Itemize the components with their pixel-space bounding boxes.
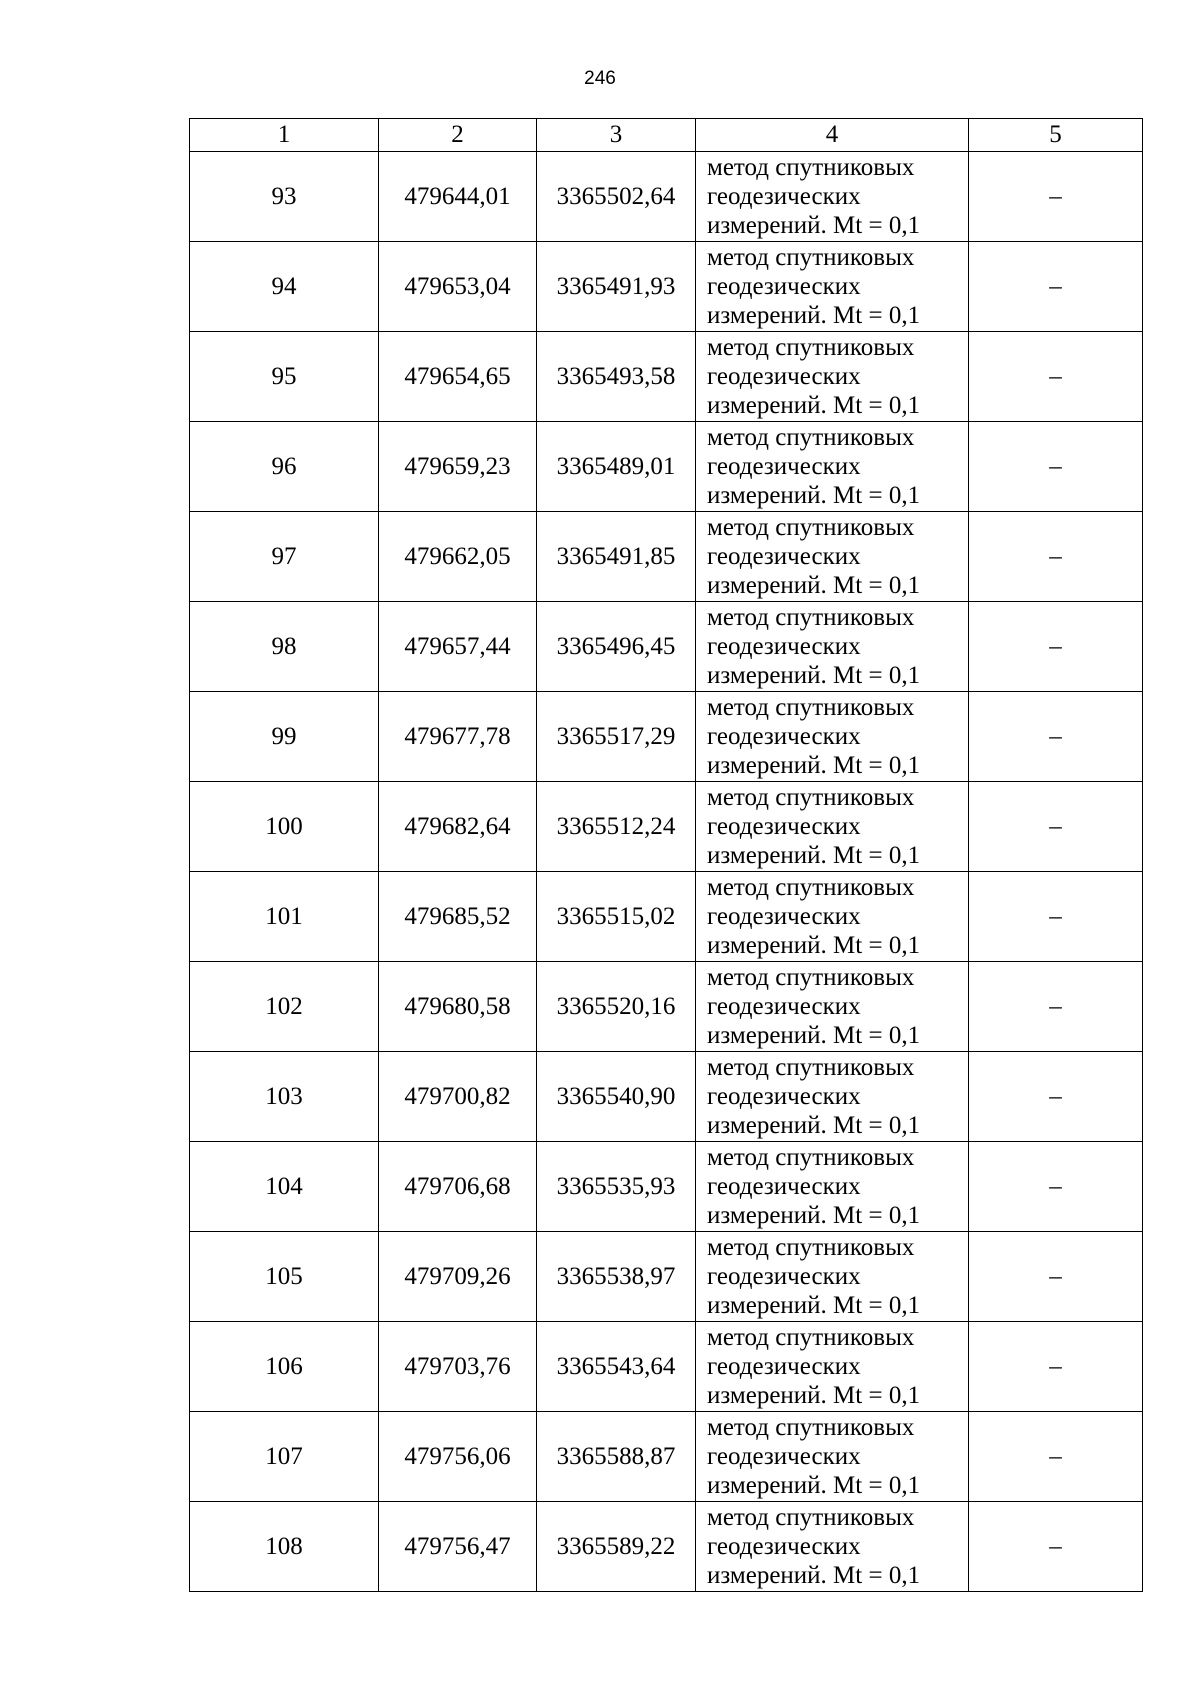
- method-line-1: метод спутниковых: [707, 1054, 915, 1081]
- note-cell: –: [969, 422, 1143, 512]
- method-line-3: измерений. Mt = 0,1: [707, 1562, 921, 1589]
- method-line-2: геодезических: [707, 1443, 861, 1470]
- method-line-3: измерений. Mt = 0,1: [707, 482, 921, 509]
- y-coordinate-cell: 3365496,45: [537, 602, 696, 692]
- column-header-5: 5: [969, 119, 1143, 152]
- y-coordinate-cell: 3365535,93: [537, 1142, 696, 1232]
- note-cell: –: [969, 152, 1143, 242]
- y-coordinate-cell: 3365515,02: [537, 872, 696, 962]
- table-row: [190, 602, 1143, 692]
- method-line-1: метод спутниковых: [707, 964, 915, 991]
- table-row: [190, 1322, 1143, 1412]
- method-line-3: измерений. Mt = 0,1: [707, 392, 921, 419]
- x-coordinate-cell: 479677,78: [379, 692, 537, 782]
- table-row: [190, 1412, 1143, 1502]
- method-line-3: измерений. Mt = 0,1: [707, 212, 921, 239]
- method-line-3: измерений. Mt = 0,1: [707, 842, 921, 869]
- method-line-3: измерений. Mt = 0,1: [707, 302, 921, 329]
- method-line-3: измерений. Mt = 0,1: [707, 1112, 921, 1139]
- method-line-1: метод спутниковых: [707, 514, 915, 541]
- y-coordinate-cell: 3365588,87: [537, 1412, 696, 1502]
- method-line-2: геодезических: [707, 1173, 861, 1200]
- note-cell: –: [969, 332, 1143, 422]
- note-cell: –: [969, 1412, 1143, 1502]
- method-line-2: геодезических: [707, 543, 861, 570]
- column-header-1: 1: [190, 119, 379, 152]
- x-coordinate-cell: 479644,01: [379, 152, 537, 242]
- page-number: 246: [584, 68, 616, 89]
- column-header-4: 4: [696, 119, 969, 152]
- x-coordinate-cell: 479662,05: [379, 512, 537, 602]
- x-coordinate-cell: 479685,52: [379, 872, 537, 962]
- point-number-cell: 101: [190, 872, 379, 962]
- method-cell: [696, 872, 969, 962]
- y-coordinate-cell: 3365512,24: [537, 782, 696, 872]
- x-coordinate-cell: 479657,44: [379, 602, 537, 692]
- table-row: [190, 152, 1143, 242]
- method-line-2: геодезических: [707, 1353, 861, 1380]
- point-number-cell: 99: [190, 692, 379, 782]
- method-line-1: метод спутниковых: [707, 1414, 915, 1441]
- table-row: [190, 332, 1143, 422]
- point-number-cell: 94: [190, 242, 379, 332]
- y-coordinate-cell: 3365589,22: [537, 1502, 696, 1592]
- x-coordinate-cell: 479653,04: [379, 242, 537, 332]
- method-line-1: метод спутниковых: [707, 154, 915, 181]
- table-row: [190, 242, 1143, 332]
- column-header-3: 3: [537, 119, 696, 152]
- method-line-3: измерений. Mt = 0,1: [707, 1202, 921, 1229]
- method-line-2: геодезических: [707, 1263, 861, 1290]
- method-cell: [696, 152, 969, 242]
- method-line-1: метод спутниковых: [707, 1504, 915, 1531]
- table-row: [190, 962, 1143, 1052]
- y-coordinate-cell: 3365538,97: [537, 1232, 696, 1322]
- point-number-cell: 97: [190, 512, 379, 602]
- note-cell: –: [969, 1142, 1143, 1232]
- method-line-1: метод спутниковых: [707, 1324, 915, 1351]
- method-line-2: геодезических: [707, 903, 861, 930]
- method-cell: [696, 602, 969, 692]
- method-line-2: геодезических: [707, 1533, 861, 1560]
- note-cell: –: [969, 602, 1143, 692]
- method-cell: [696, 692, 969, 782]
- method-line-1: метод спутниковых: [707, 694, 915, 721]
- y-coordinate-cell: 3365502,64: [537, 152, 696, 242]
- x-coordinate-cell: 479682,64: [379, 782, 537, 872]
- method-cell: [696, 1412, 969, 1502]
- x-coordinate-cell: 479703,76: [379, 1322, 537, 1412]
- method-line-2: геодезических: [707, 993, 861, 1020]
- point-number-cell: 105: [190, 1232, 379, 1322]
- point-number-cell: 102: [190, 962, 379, 1052]
- method-cell: [696, 1232, 969, 1322]
- note-cell: –: [969, 872, 1143, 962]
- point-number-cell: 104: [190, 1142, 379, 1232]
- method-line-2: геодезических: [707, 813, 861, 840]
- table-row: [190, 1502, 1143, 1592]
- note-cell: –: [969, 1502, 1143, 1592]
- method-line-3: измерений. Mt = 0,1: [707, 1472, 921, 1499]
- x-coordinate-cell: 479680,58: [379, 962, 537, 1052]
- method-line-2: геодезических: [707, 723, 861, 750]
- y-coordinate-cell: 3365491,93: [537, 242, 696, 332]
- method-line-2: геодезических: [707, 633, 861, 660]
- method-cell: [696, 1052, 969, 1142]
- method-cell: [696, 422, 969, 512]
- note-cell: –: [969, 1322, 1143, 1412]
- method-line-2: геодезических: [707, 183, 861, 210]
- table-row: [190, 512, 1143, 602]
- method-line-3: измерений. Mt = 0,1: [707, 1022, 921, 1049]
- method-line-1: метод спутниковых: [707, 874, 915, 901]
- x-coordinate-cell: 479706,68: [379, 1142, 537, 1232]
- method-cell: [696, 1502, 969, 1592]
- method-line-3: измерений. Mt = 0,1: [707, 1382, 921, 1409]
- x-coordinate-cell: 479659,23: [379, 422, 537, 512]
- table-row: [190, 782, 1143, 872]
- method-line-1: метод спутниковых: [707, 784, 915, 811]
- method-cell: [696, 782, 969, 872]
- method-line-1: метод спутниковых: [707, 424, 915, 451]
- method-cell: [696, 1322, 969, 1412]
- note-cell: –: [969, 242, 1143, 332]
- coordinates-table: [189, 118, 1143, 1592]
- method-line-3: измерений. Mt = 0,1: [707, 1292, 921, 1319]
- y-coordinate-cell: 3365540,90: [537, 1052, 696, 1142]
- y-coordinate-cell: 3365520,16: [537, 962, 696, 1052]
- column-header-2: 2: [379, 119, 537, 152]
- method-cell: [696, 242, 969, 332]
- y-coordinate-cell: 3365543,64: [537, 1322, 696, 1412]
- x-coordinate-cell: 479709,26: [379, 1232, 537, 1322]
- table-header-row: [190, 119, 1143, 152]
- method-line-1: метод спутниковых: [707, 604, 915, 631]
- point-number-cell: 93: [190, 152, 379, 242]
- table-row: [190, 872, 1143, 962]
- method-cell: [696, 1142, 969, 1232]
- note-cell: –: [969, 512, 1143, 602]
- method-line-2: геодезических: [707, 273, 861, 300]
- note-cell: –: [969, 962, 1143, 1052]
- x-coordinate-cell: 479756,47: [379, 1502, 537, 1592]
- method-cell: [696, 332, 969, 422]
- method-cell: [696, 512, 969, 602]
- note-cell: –: [969, 1232, 1143, 1322]
- method-line-2: геодезических: [707, 1083, 861, 1110]
- table-row: [190, 1142, 1143, 1232]
- method-line-1: метод спутниковых: [707, 244, 915, 271]
- point-number-cell: 98: [190, 602, 379, 692]
- method-line-1: метод спутниковых: [707, 1234, 915, 1261]
- y-coordinate-cell: 3365491,85: [537, 512, 696, 602]
- method-cell: [696, 962, 969, 1052]
- method-line-1: метод спутниковых: [707, 334, 915, 361]
- point-number-cell: 96: [190, 422, 379, 512]
- point-number-cell: 100: [190, 782, 379, 872]
- point-number-cell: 106: [190, 1322, 379, 1412]
- note-cell: –: [969, 782, 1143, 872]
- y-coordinate-cell: 3365517,29: [537, 692, 696, 782]
- table-row: [190, 1052, 1143, 1142]
- point-number-cell: 95: [190, 332, 379, 422]
- method-line-1: метод спутниковых: [707, 1144, 915, 1171]
- x-coordinate-cell: 479654,65: [379, 332, 537, 422]
- point-number-cell: 103: [190, 1052, 379, 1142]
- x-coordinate-cell: 479756,06: [379, 1412, 537, 1502]
- table-row: [190, 1232, 1143, 1322]
- x-coordinate-cell: 479700,82: [379, 1052, 537, 1142]
- note-cell: –: [969, 692, 1143, 782]
- method-line-3: измерений. Mt = 0,1: [707, 572, 921, 599]
- note-cell: –: [969, 1052, 1143, 1142]
- y-coordinate-cell: 3365489,01: [537, 422, 696, 512]
- method-line-3: измерений. Mt = 0,1: [707, 662, 921, 689]
- point-number-cell: 108: [190, 1502, 379, 1592]
- method-line-3: измерений. Mt = 0,1: [707, 932, 921, 959]
- point-number-cell: 107: [190, 1412, 379, 1502]
- y-coordinate-cell: 3365493,58: [537, 332, 696, 422]
- table-row: [190, 692, 1143, 782]
- table-row: [190, 422, 1143, 512]
- method-line-2: геодезических: [707, 453, 861, 480]
- method-line-3: измерений. Mt = 0,1: [707, 752, 921, 779]
- method-line-2: геодезических: [707, 363, 861, 390]
